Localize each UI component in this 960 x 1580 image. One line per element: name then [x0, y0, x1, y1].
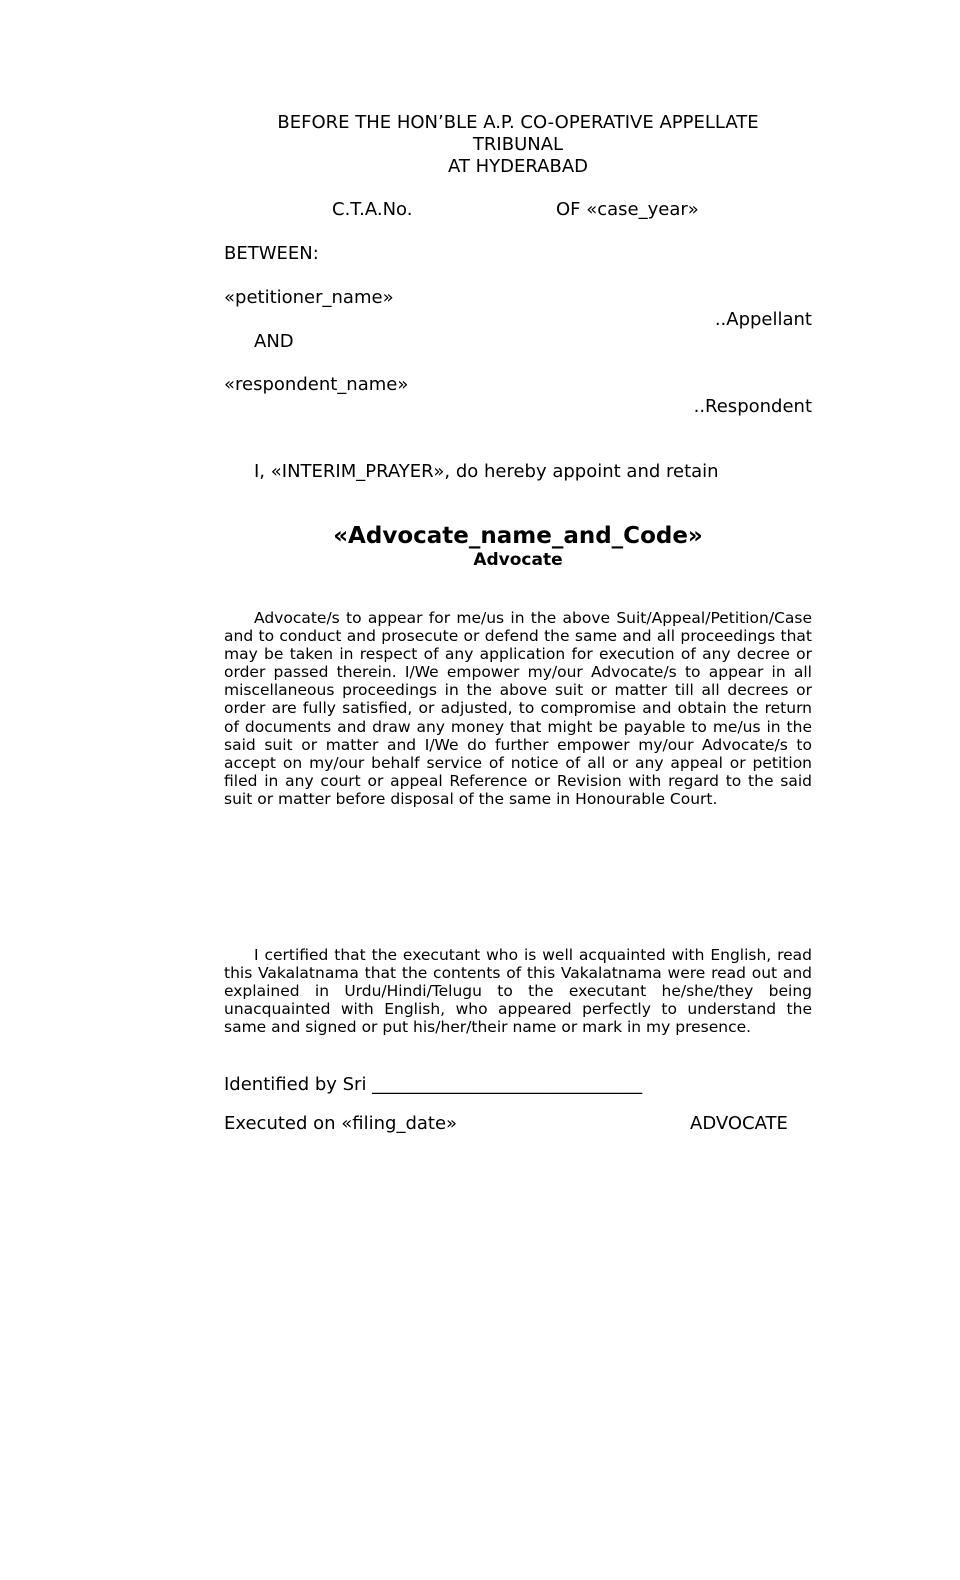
authorization-paragraph: Advocate/s to appear for me/us in the above Suit/Appeal/Petition/Case and to conduct and prosecute or defend the same and all proceedings that may be taken in respect of any application for execution of any decree or order passed therein. I/We empower my/our Advocate/s to appear in all miscellaneous proceedings in the above suit or matter till all decrees or order are fully satisfied, or adjusted, to compromise and obtain the return of documents and draw any money that might be payable to me/us in the said suit or matter and I/We do further empower my/our Advocate/s to accept on my/our behalf service of notice of all or any appeal or petition filed in any court or appeal Reference or Revision with regard to the said suit or matter before disposal of the same in Honourable Court.	[224, 609, 812, 808]
respondent-name: «respondent_name»	[224, 374, 409, 395]
document-header	[224, 112, 812, 178]
identified-by-line: Identified by Sri ______________________________	[224, 1074, 643, 1095]
header-line-3: AT HYDERABAD	[447, 156, 588, 177]
certification-paragraph: I certified that the executant who is well acquainted with English, read this Vakalatnama that the contents of this Vakalatnama were read out and explained in Urdu/Hindi/Telugu to the executant he/she/they being unacquainted with English, who appeared perfectly to understand the same and signed or put his/her/their name or mark in my presence.	[224, 946, 812, 1037]
between-label: BETWEEN:	[224, 243, 319, 264]
petitioner-name: «petitioner_name»	[224, 287, 394, 308]
appointment-statement: I, «INTERIM_PRAYER», do hereby appoint and retain	[254, 461, 719, 482]
header-line-2: TRIBUNAL	[472, 134, 564, 155]
respondent-label: ..Respondent	[693, 396, 812, 417]
and-label: AND	[254, 331, 294, 352]
case-number-label: C.T.A.No.	[332, 199, 413, 220]
executed-on-line: Executed on «filing_date»	[224, 1113, 458, 1134]
appellant-label: ..Appellant	[714, 309, 812, 330]
header-line-1: BEFORE THE HON’BLE A.P. CO-OPERATIVE APPELLATE	[277, 112, 759, 133]
advocate-name: «Advocate_name_and_Code»	[333, 523, 703, 549]
case-year-label: OF «case_year»	[556, 199, 699, 220]
advocate-signature-label: ADVOCATE	[690, 1113, 788, 1134]
advocate-block	[224, 522, 812, 570]
advocate-title: Advocate	[473, 550, 563, 570]
